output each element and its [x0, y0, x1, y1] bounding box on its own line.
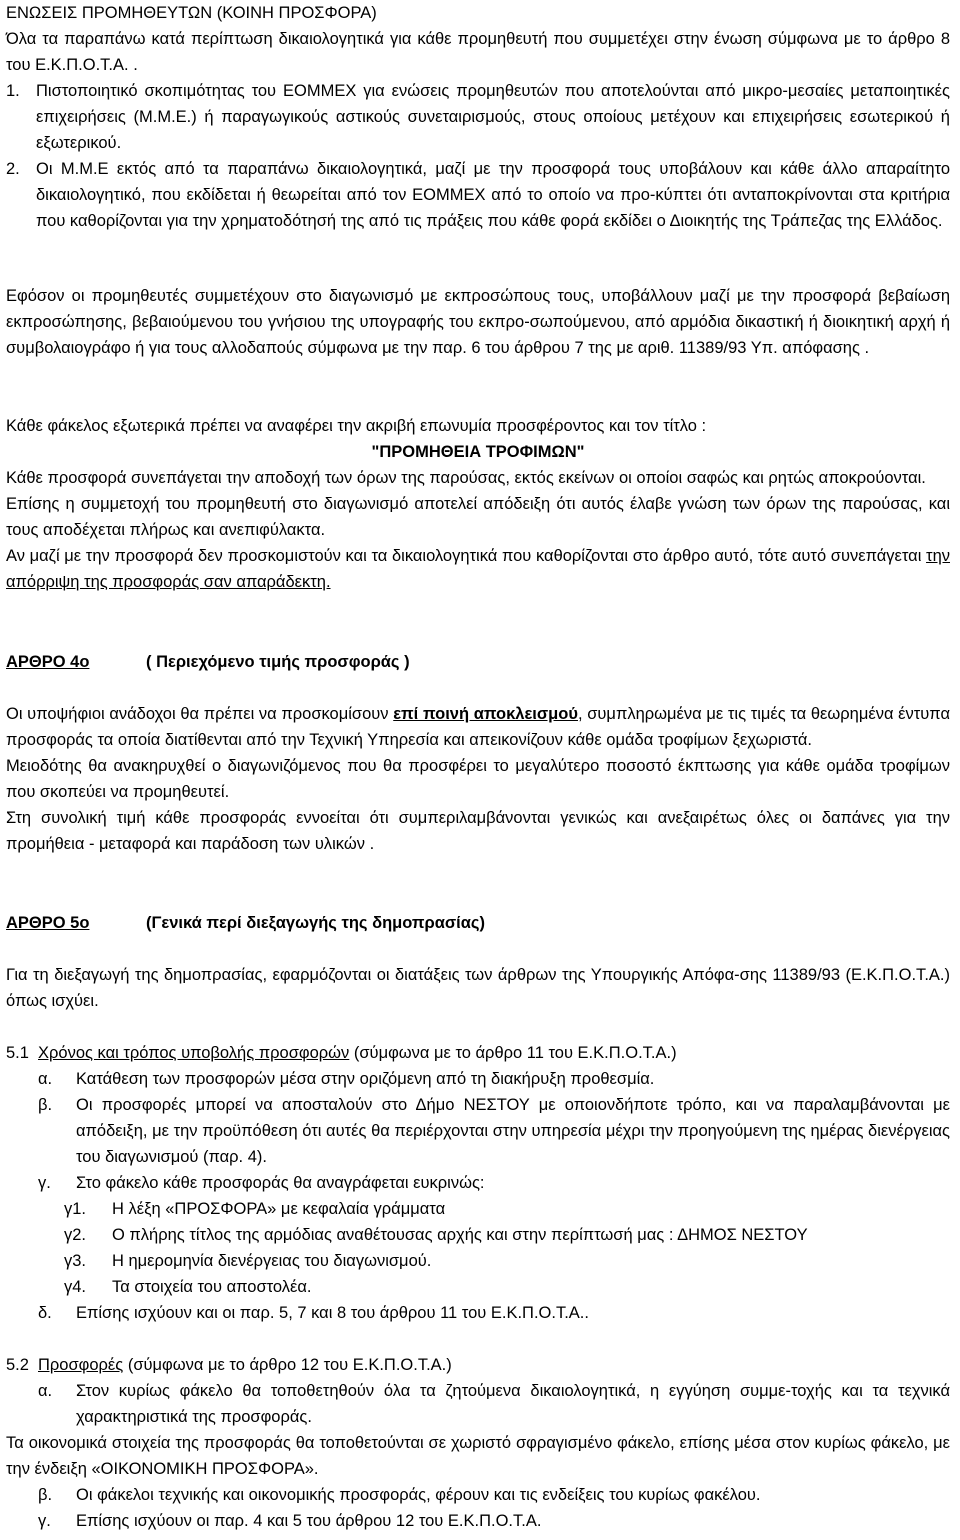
sub-list-item — [6, 1274, 950, 1300]
rejection-underlined: την απόρριψη της προσφοράς σαν απαράδεκτη. — [6, 547, 950, 591]
list-item — [6, 1300, 950, 1326]
section-heading: ΕΝΩΣΕΙΣ ΠΡΟΜΗΘΕΥΤΩΝ (ΚΟΙΝΗ ΠΡΟΣΦΟΡΑ) — [6, 4, 377, 22]
subsection-number: 5.2 — [6, 1356, 29, 1374]
article-title: ( Περιεχόμενο τιμής προσφοράς ) — [146, 653, 410, 671]
article-5 — [6, 910, 950, 1534]
list-item-text: Οι Μ.Μ.Ε εκτός από τα παραπάνω δικαιολογητικά, μαζί με την προσφορά τους υποβάλουν και κάθε άλλο απαραίτητο δικαιολογητικό, που εκδίδεται ή θεωρείται από τον ΕΟΜΜΕΧ από το οποίο να προ-κύπτει ότι ανταποκρίνονται στα κριτήρια που καθορίζονται για την χρηματοδότησή της από τις πράξεις που κάθε φορά εκδίδει ο Διοικητής της Τράπεζας της Ελλάδος. — [36, 160, 950, 230]
envelope-paragraph — [6, 543, 950, 595]
sub-list-key: γ2. — [64, 1226, 87, 1244]
envelope-line: Κάθε φάκελος εξωτερικά πρέπει να αναφέρει την ακριβή επωνυμία προσφέροντος και τον τίτλο : — [6, 417, 707, 435]
subsection-title: Προσφορές — [38, 1356, 124, 1374]
article-text: Οι υποψήφιοι ανάδοχοι θα πρέπει να προσκομίσουν — [6, 705, 394, 723]
list-item-text: Επίσης ισχύουν και οι παρ. 5, 7 και 8 του άρθρου 11 του Ε.Κ.Π.Ο.Τ.Α.. — [76, 1304, 589, 1322]
list-item-text: Επίσης ισχύουν οι παρ. 4 και 5 του άρθρου 12 του Ε.Κ.Π.Ο.Τ.Α. — [76, 1512, 542, 1530]
article-paragraph: Μειοδότης θα ανακηρυχθεί ο διαγωνιζόμενος που θα προσφέρει το μεγαλύτερο ποσοστό έκπτωσης για κάθε ομάδα τροφίμων που σκοπεύει να προμηθευτεί. — [6, 757, 950, 801]
article-text: , συμπληρωμένα με τις τιμές τα θεωρημένα έντυπα προσφοράς τα οποία διατίθενται από την Τεχνική Υπηρεσία και απεικονίζουν κάθε ομάδα τροφίμων ξεχωριστά. — [6, 705, 951, 749]
sub-list-text: Τα στοιχεία του αποστολέα. — [112, 1278, 312, 1296]
list-item-key: γ. — [38, 1174, 51, 1192]
subsection-ref: (σύμφωνα με το άρθρο 12 του Ε.Κ.Π.Ο.Τ.Α.) — [123, 1356, 452, 1374]
sub-list-text: Ο πλήρης τίτλος της αρμόδιας αναθέτουσας αρχής και στην περίπτωσή μας : ΔΗΜΟΣ ΝΕΣΤΟΥ — [112, 1226, 808, 1244]
list-item-text: Στο φάκελο κάθε προσφοράς θα αναγράφεται ευκρινώς: — [76, 1174, 485, 1192]
list-item-number: 1. — [6, 82, 20, 100]
list-item-key: α. — [38, 1382, 53, 1400]
article-paragraph — [6, 701, 950, 753]
envelope-title: "ΠΡΟΜΗΘΕΙΑ ΤΡΟΦΙΜΩΝ" — [371, 443, 585, 461]
list-item-key: γ. — [38, 1512, 51, 1530]
article-label: ΑΡΘΡΟ 5ο — [6, 914, 90, 932]
joint-bid-section — [6, 0, 950, 234]
list-item — [6, 1066, 950, 1092]
article-4 — [6, 649, 950, 857]
article-paragraph: Για τη διεξαγωγή της δημοπρασίας, εφαρμόζονται οι διατάξεις των άρθρων της Υπουργικής Απόφα-σης 11389/93 (Ε.Κ.Π.Ο.Τ.Α.) όπως ισχύει. — [6, 966, 950, 1010]
list-item-key: δ. — [38, 1304, 52, 1322]
list-item — [6, 156, 950, 234]
subsection-5-2 — [6, 1352, 950, 1378]
list-item-key: α. — [38, 1070, 53, 1088]
list-item-text: Κατάθεση των προσφορών μέσα στην οριζόμενη από τη διακήρυξη προθεσμία. — [76, 1070, 655, 1088]
article-5-heading — [6, 910, 950, 936]
list-item — [6, 1508, 950, 1534]
subsection-number: 5.1 — [6, 1044, 29, 1062]
exclusion-text: επί ποινή αποκλεισμού — [393, 705, 578, 723]
article-paragraph: Στη συνολική τιμή κάθε προσφοράς εννοείται ότι συμπεριλαμβάνονται γενικώς και ανεξαιρέτως όλες οι δαπάνες για την προμήθεια - μεταφορά και παράδοση των υλικών . — [6, 809, 950, 853]
sub-list-item — [6, 1196, 950, 1222]
rejection-text: Αν μαζί με την προσφορά δεν προσκομιστούν και τα δικαιολογητικά που καθορίζονται στο άρθρο αυτό, τότε αυτό συνεπάγεται — [6, 547, 927, 565]
article-label: ΑΡΘΡΟ 4ο — [6, 653, 90, 671]
envelope-paragraph: Επίσης η συμμετοχή του προμηθευτή στο διαγωνισμό αποτελεί απόδειξη ότι αυτός έλαβε γνώση των όρων της παρούσας, και τους αποδέχεται πλήρως και ανεπιφύλακτα. — [6, 495, 950, 539]
sub-list-key: γ1. — [64, 1200, 87, 1218]
article-title: (Γενικά περί διεξαγωγής της δημοπρασίας) — [146, 914, 485, 932]
list-item-text: Οι προσφορές μπορεί να αποσταλούν στο Δήμο ΝΕΣΤΟΥ με οποιονδήποτε τρόπο, και να παραλαμβάνονται με απόδειξη, με την προϋπόθεση ότι αυτές θα περιέρχονται στην υπηρεσία μέχρι την προηγούμενη της ημέρας διενέργειας του διαγωνισμού (παρ. 4). — [76, 1096, 950, 1166]
list-item-text: Στον κυρίως φάκελο θα τοποθετηθούν όλα τα ζητούμενα δικαιολογητικά, η εγγύηση συμμε-τοχής και τα τεχνικά χαρακτηριστικά της προσφοράς. — [76, 1382, 950, 1426]
list-item — [6, 78, 950, 156]
envelope-section — [6, 413, 950, 595]
article-paragraph: Τα οικονομικά στοιχεία της προσφοράς θα τοποθετούνται σε χωριστό σφραγισμένο φάκελο, επίσης μέσα στον κυρίως φάκελο, με την ένδειξη «ΟΙΚΟΝΟΜΙΚΗ ΠΡΟΣΦΟΡΑ». — [6, 1434, 950, 1478]
list-item — [6, 1378, 950, 1430]
list-item-text: Οι φάκελοι τεχνικής και οικονομικής προσφοράς, φέρουν και τις ενδείξεις του κυρίως φακέλου. — [76, 1486, 761, 1504]
envelope-paragraph: Κάθε προσφορά συνεπάγεται την αποδοχή των όρων της παρούσας, εκτός εκείνων οι οποίοι σαφώς και ρητώς αποκρούονται. — [6, 469, 926, 487]
list-item-number: 2. — [6, 160, 20, 178]
list-item-text: Πιστοποιητικό σκοπιμότητας του ΕΟΜΜΕΧ για ενώσεις προμηθευτών που αποτελούνται από μικρο-μεσαίες μεταποιητικές επιχειρήσεις (Μ.Μ.Ε.) ή παραγωγικούς αστικούς συνεταιρισμούς, στους οποίους μετέχουν και επιχειρήσεις εσωτερικού ή εξωτερικού. — [36, 82, 950, 152]
subsection-title: Χρόνος και τρόπος υποβολής προσφορών — [38, 1044, 350, 1062]
list-item — [6, 1092, 950, 1170]
sub-list-key: γ3. — [64, 1252, 87, 1270]
intro-paragraph: Όλα τα παραπάνω κατά περίπτωση δικαιολογητικά για κάθε προμηθευτή που συμμετέχει στην ένωση σύμφωνα με το άρθρο 8 του Ε.Κ.Π.Ο.Τ.Α. . — [6, 30, 950, 74]
sub-list-key: γ4. — [64, 1278, 87, 1296]
representation-paragraph: Εφόσον οι προμηθευτές συμμετέχουν στο διαγωνισμό με εκπροσώπους τους, υποβάλλουν μαζί με την προσφορά βεβαίωση εκπροσώπησης, βεβαιούμενου του γνήσιου της υπογραφής του εκπρο-σωπούμενου, από αρμόδια δικαστική ή διοικητική αρχή ή συμβολαιογράφο ή για τους αλλοδαπούς σύμφωνα με την παρ. 6 του άρθρου 7 της με αριθ. 11389/93 Υπ. απόφασης . — [6, 287, 950, 357]
article-4-heading — [6, 649, 950, 675]
subsection-5-1 — [6, 1040, 950, 1066]
sub-list-text: Η λέξη «ΠΡΟΣΦΟΡΑ» με κεφαλαία γράμματα — [112, 1200, 446, 1218]
list-item-key: β. — [38, 1486, 53, 1504]
list-item — [6, 1482, 950, 1508]
list-item — [6, 1170, 950, 1196]
sub-list-text: Η ημερομηνία διενέργειας του διαγωνισμού. — [112, 1252, 432, 1270]
list-item-key: β. — [38, 1096, 53, 1114]
sub-list-item — [6, 1222, 950, 1248]
subsection-ref: (σύμφωνα με το άρθρο 11 του Ε.Κ.Π.Ο.Τ.Α.) — [349, 1044, 677, 1062]
sub-list-item — [6, 1248, 950, 1274]
